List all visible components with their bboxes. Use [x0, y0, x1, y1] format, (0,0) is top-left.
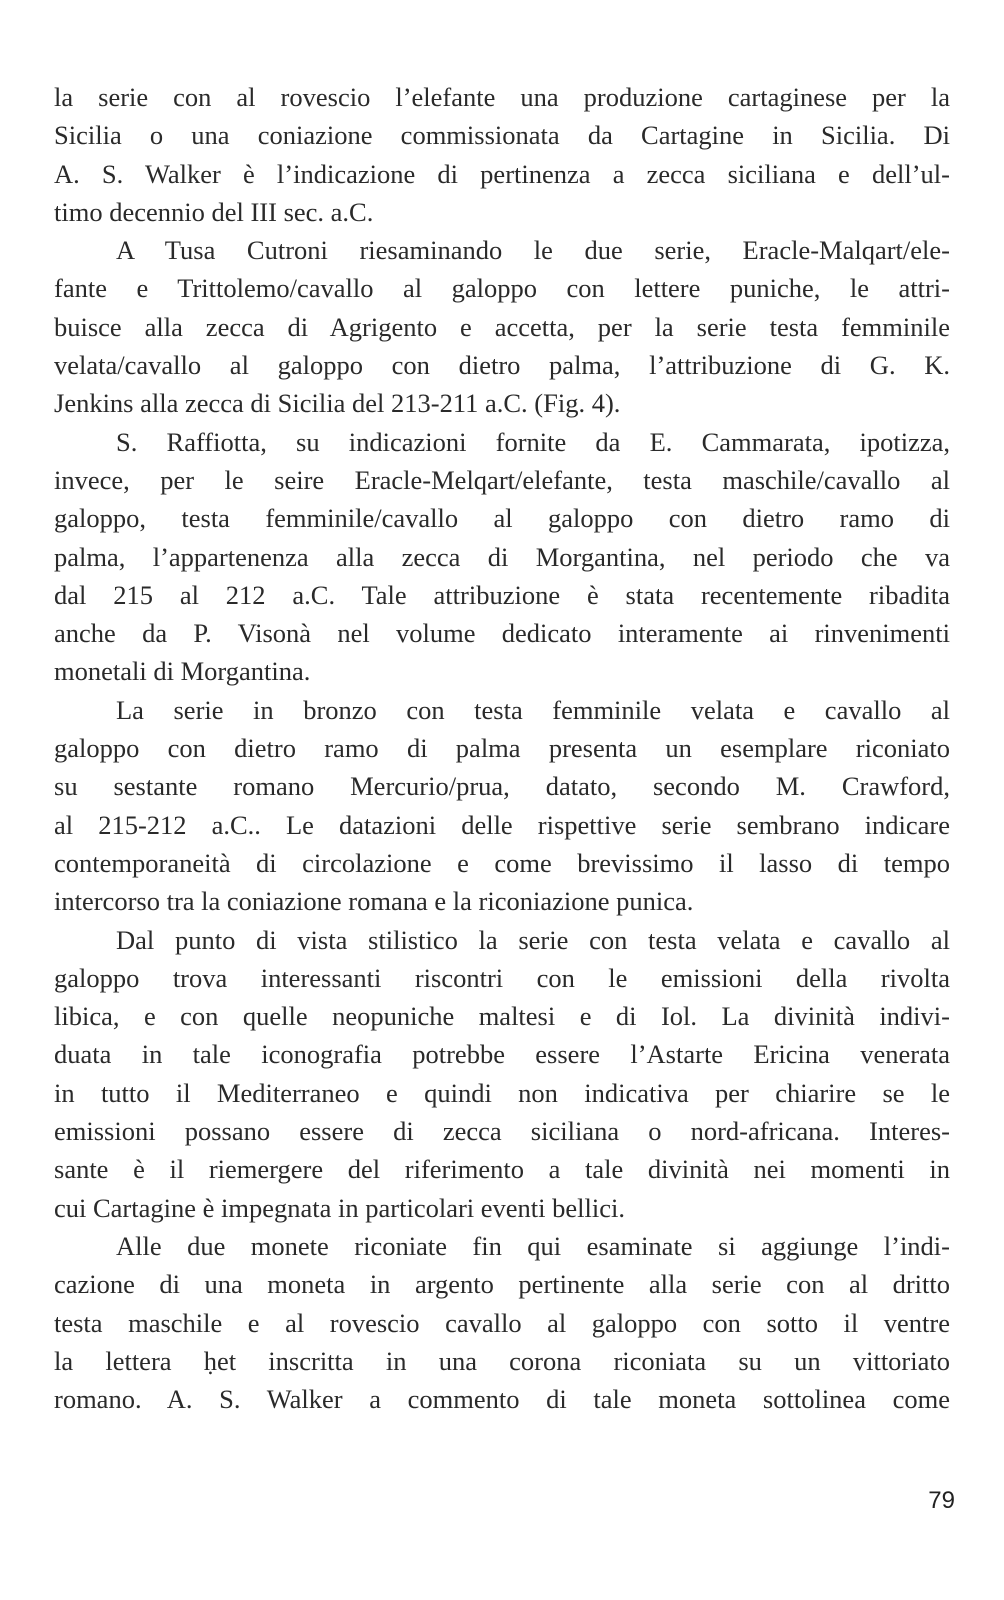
paragraph [54, 231, 950, 422]
paragraph [54, 1227, 950, 1418]
text-line: anche da P. Visonà nel volume dedicato interamente ai rinvenimenti [54, 618, 950, 649]
text-line: dal 215 al 212 a.C. Tale attribuzione è stata recentemente ribadita [54, 579, 950, 610]
text-line: Dal punto di vista stilistico la serie con testa velata e cavallo al [116, 924, 950, 955]
paragraph [54, 921, 950, 1227]
text-line: A Tusa Cutroni riesaminando le due serie, Eracle-Malqart/ele- [116, 235, 950, 266]
text-line: testa maschile e al rovescio cavallo al galoppo con sotto il ventre [54, 1307, 950, 1338]
body-text [54, 78, 950, 1418]
text-line: sante è il riemergere del riferimento a tale divinità nei momenti in [54, 1154, 950, 1185]
text-line: in tutto il Mediterraneo e quindi non indicativa per chiarire se le [54, 1077, 950, 1108]
page-number: 79 [928, 1487, 955, 1514]
text-line: fante e Trittolemo/cavallo al galoppo con lettere puniche, le attri- [54, 273, 950, 304]
text-line: La serie in bronzo con testa femminile velata e cavallo al [116, 694, 950, 725]
text-line: S. Raffiotta, su indicazioni fornite da E. Cammarata, ipotizza, [116, 426, 950, 457]
text-line: velata/cavallo al galoppo con dietro palma, l’attribuzione di G. K. [54, 350, 950, 381]
text-line: romano. A. S. Walker a commento di tale moneta sottolinea come [54, 1384, 950, 1415]
paragraph [54, 691, 950, 921]
text-line: A. S. Walker è l’indicazione di pertinenza a zecca siciliana e dell’ul- [54, 158, 950, 189]
text-line: duata in tale iconografia potrebbe essere l’Astarte Ericina venerata [54, 1039, 950, 1070]
text-line: libica, e con quelle neopuniche maltesi e di Iol. La divinità indivi- [54, 1001, 950, 1032]
text-line: buisce alla zecca di Agrigento e accetta, per la serie testa femminile [54, 311, 950, 342]
text-line: cui Cartagine è impegnata in particolari eventi bellici. [54, 1192, 625, 1223]
text-line: emissioni possano essere di zecca siciliana o nord-africana. Interes- [54, 1116, 950, 1147]
text-line: cazione di una moneta in argento pertinente alla serie con al dritto [54, 1269, 950, 1300]
text-line: la serie con al rovescio l’elefante una produzione cartaginese per la [54, 82, 950, 112]
paragraph [54, 78, 950, 231]
text-line: palma, l’appartenenza alla zecca di Morgantina, nel periodo che va [54, 541, 950, 572]
text-line: galoppo trova interessanti riscontri con le emissioni della rivolta [54, 962, 950, 993]
text-line: contemporaneità di circolazione e come brevissimo il lasso di tempo [54, 847, 950, 878]
text-line: Jenkins alla zecca di Sicilia del 213-211 a.C. (Fig. 4). [54, 388, 621, 419]
text-line: su sestante romano Mercurio/prua, datato, secondo M. Crawford, [54, 771, 950, 802]
text-line: Sicilia o una coniazione commissionata da Cartagine in Sicilia. Di [54, 120, 950, 151]
text-line: al 215-212 a.C.. Le datazioni delle rispettive serie sembrano indicare [54, 809, 950, 840]
text-line: intercorso tra la coniazione romana e la riconiazione punica. [54, 886, 694, 917]
paragraph [54, 423, 950, 691]
text-line: monetali di Morgantina. [54, 656, 311, 687]
text-line: galoppo, testa femminile/cavallo al galoppo con dietro ramo di [54, 503, 950, 534]
text-line: Alle due monete riconiate fin qui esaminate si aggiunge l’indi- [116, 1230, 950, 1261]
text-line: invece, per le seire Eracle-Melqart/elefante, testa maschile/cavallo al [54, 464, 950, 495]
text-line: timo decennio del III sec. a.C. [54, 196, 374, 227]
text-line: la lettera ḥet inscritta in una corona riconiata su un vittoriato [54, 1345, 950, 1376]
text-line: galoppo con dietro ramo di palma presenta un esemplare riconiato [54, 733, 950, 764]
